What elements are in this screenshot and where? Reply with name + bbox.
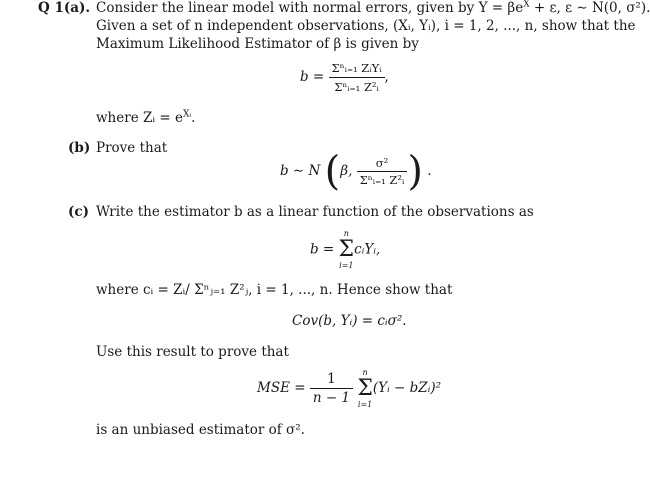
- q1b-text: Prove that: [96, 140, 168, 156]
- q1c-use: Use this result to prove that: [96, 344, 289, 360]
- q1a-line1: [96, 0, 650, 16]
- normal-variance-fraction: [357, 156, 408, 187]
- covariance-equation: Cov(b, Yᵢ) = cᵢσ².: [292, 313, 407, 329]
- mle-lhs: b =: [300, 69, 325, 85]
- q1a-where-exponent: Xᵢ: [182, 109, 192, 120]
- linear-body: cᵢYᵢ,: [354, 241, 381, 258]
- normal-equation: [280, 148, 432, 195]
- q1a-where: [96, 110, 195, 126]
- mse-denominator: n − 1: [312, 390, 351, 406]
- question-label-1b: (b): [68, 140, 91, 156]
- linear-sum-upper: n: [343, 229, 349, 238]
- mle-denominator: Σⁿᵢ₌₁ Z²ᵢ: [334, 80, 379, 94]
- q1c-final: is an unbiased estimator of σ².: [96, 422, 305, 438]
- q1a-line1-exponent: X: [523, 0, 530, 10]
- linear-equation: [310, 228, 380, 272]
- mse-sum-lower: i=1: [357, 399, 373, 409]
- linear-lhs: b =: [310, 241, 335, 258]
- mse-summation: [357, 367, 373, 411]
- right-paren: ): [407, 148, 423, 195]
- q1c-where: where cᵢ = Zᵢ/ Σⁿⱼ₌₁ Z²ⱼ, i = 1, ..., n. Hence show that: [96, 282, 453, 298]
- mse-sum-upper: n: [362, 367, 368, 377]
- q1c-text: Write the estimator b as a linear function of the observations as: [96, 204, 534, 220]
- normal-beta: β,: [340, 163, 353, 179]
- normal-variance-numerator: σ²: [357, 156, 408, 172]
- sigma-icon: Σ: [338, 237, 355, 262]
- sigma-icon: Σ: [357, 375, 373, 401]
- linear-summation: [339, 228, 355, 272]
- mse-numerator: 1: [310, 371, 353, 389]
- question-label-1c: (c): [68, 204, 89, 220]
- q1a-line1-tail: + ε, ε ∼ N(0, σ²).: [529, 0, 650, 16]
- question-label-1a: Q 1(a).: [38, 0, 91, 16]
- mse-equation: [257, 366, 441, 411]
- mle-fraction: [329, 60, 385, 95]
- left-paren: (: [324, 148, 341, 195]
- mle-numerator: Σⁿᵢ₌₁ ZᵢYᵢ: [329, 60, 385, 78]
- mse-fraction: [310, 371, 353, 406]
- mle-equation: [300, 60, 389, 95]
- mle-comma: ,: [384, 69, 389, 85]
- q1a-where-dot: .: [191, 110, 196, 126]
- mse-lhs: MSE =: [257, 380, 306, 396]
- normal-variance-denominator: Σⁿᵢ₌₁ Z²ᵢ: [359, 173, 405, 187]
- normal-dot: .: [427, 163, 432, 179]
- mse-body: (Yᵢ − bZᵢ)²: [372, 380, 442, 396]
- q1a-line3: Maximum Likelihood Estimator of β is given by: [96, 36, 419, 52]
- normal-lhs: b ∼ N: [280, 163, 321, 179]
- q1a-line2: Given a set of n independent observations, (Xᵢ, Yᵢ), i = 1, 2, ..., n, show that the: [96, 18, 636, 34]
- linear-sum-lower: i=1: [339, 261, 354, 270]
- q1a-where-text: where Zᵢ = e: [96, 110, 183, 126]
- q1a-line1-text: Consider the linear model with normal errors, given by Y = βe: [96, 0, 524, 16]
